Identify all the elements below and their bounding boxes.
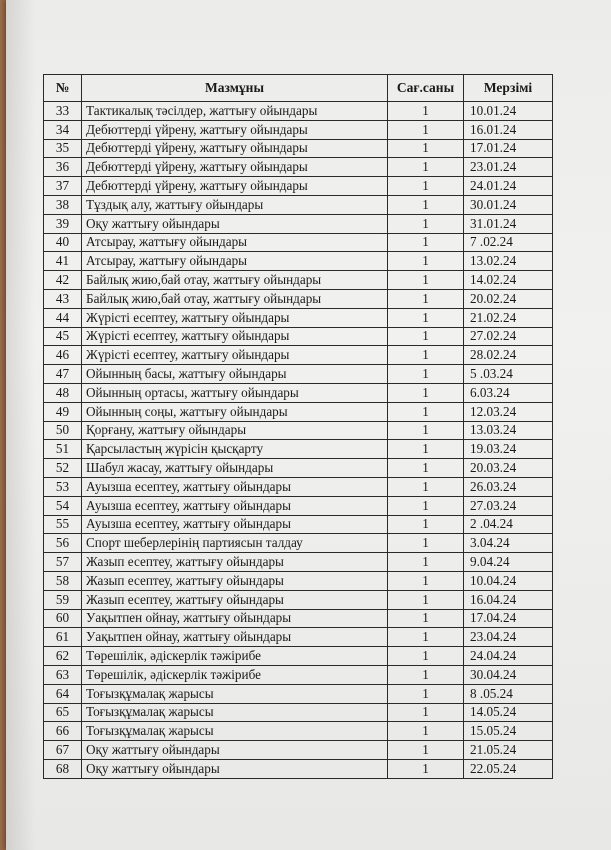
row-date: 13.03.24 [464, 421, 553, 440]
row-content: Шабул жасау, жаттығу ойындары [82, 459, 388, 478]
paper-shadow [6, 0, 36, 850]
row-content: Байлық жию,бай отау, жаттығу ойындары [82, 289, 388, 308]
row-hours: 1 [388, 120, 464, 139]
row-number: 50 [44, 421, 82, 440]
table-row [44, 195, 553, 214]
table-row [44, 759, 553, 778]
row-hours: 1 [388, 553, 464, 572]
row-date: 10.01.24 [464, 102, 553, 121]
row-hours: 1 [388, 647, 464, 666]
row-hours: 1 [388, 402, 464, 421]
row-number: 64 [44, 684, 82, 703]
row-content: Тоғызқұмалақ жарысы [82, 722, 388, 741]
table-row [44, 289, 553, 308]
row-hours: 1 [388, 271, 464, 290]
table-row [44, 553, 553, 572]
row-hours: 1 [388, 459, 464, 478]
row-hours: 1 [388, 214, 464, 233]
table-row [44, 665, 553, 684]
row-content: Жазып есептеу, жаттығу ойындары [82, 571, 388, 590]
table-row [44, 515, 553, 534]
row-date: 3.04.24 [464, 534, 553, 553]
row-content: Уақытпен ойнау, жаттығу ойындары [82, 628, 388, 647]
row-date: 27.03.24 [464, 496, 553, 515]
header-content: Мазмұны [82, 75, 388, 102]
row-content: Атсырау, жаттығу ойындары [82, 233, 388, 252]
row-hours: 1 [388, 534, 464, 553]
row-content: Жүрісті есептеу, жаттығу ойындары [82, 346, 388, 365]
row-content: Тоғызқұмалақ жарысы [82, 684, 388, 703]
row-number: 58 [44, 571, 82, 590]
header-date: Мерзімі [464, 75, 553, 102]
table-row [44, 647, 553, 666]
table-row [44, 421, 553, 440]
header-hours: Сағ.саны [388, 75, 464, 102]
row-date: 28.02.24 [464, 346, 553, 365]
row-number: 60 [44, 609, 82, 628]
row-number: 44 [44, 308, 82, 327]
table-row [44, 102, 553, 121]
row-date: 21.02.24 [464, 308, 553, 327]
row-content: Оқу жаттығу ойындары [82, 741, 388, 760]
row-hours: 1 [388, 571, 464, 590]
row-number: 66 [44, 722, 82, 741]
table-row [44, 534, 553, 553]
row-hours: 1 [388, 233, 464, 252]
row-date: 17.04.24 [464, 609, 553, 628]
row-number: 45 [44, 327, 82, 346]
row-date: 27.02.24 [464, 327, 553, 346]
table-row [44, 365, 553, 384]
row-content: Ойынның ортасы, жаттығу ойындары [82, 383, 388, 402]
table-row [44, 252, 553, 271]
row-hours: 1 [388, 703, 464, 722]
row-number: 65 [44, 703, 82, 722]
table-row [44, 496, 553, 515]
row-date: 16.04.24 [464, 590, 553, 609]
row-date: 9.04.24 [464, 553, 553, 572]
row-content: Дебюттерді үйрену, жаттығу ойындары [82, 120, 388, 139]
row-date: 14.02.24 [464, 271, 553, 290]
row-hours: 1 [388, 515, 464, 534]
row-date: 5 .03.24 [464, 365, 553, 384]
row-content: Атсырау, жаттығу ойындары [82, 252, 388, 271]
header-number: № [44, 75, 82, 102]
row-number: 61 [44, 628, 82, 647]
table-row [44, 571, 553, 590]
table-row [44, 609, 553, 628]
table-row [44, 440, 553, 459]
row-date: 17.01.24 [464, 139, 553, 158]
table-row [44, 139, 553, 158]
row-number: 67 [44, 741, 82, 760]
table-row [44, 327, 553, 346]
row-number: 33 [44, 102, 82, 121]
row-number: 63 [44, 665, 82, 684]
row-date: 8 .05.24 [464, 684, 553, 703]
row-number: 40 [44, 233, 82, 252]
row-content: Жүрісті есептеу, жаттығу ойындары [82, 327, 388, 346]
row-number: 56 [44, 534, 82, 553]
row-content: Оқу жаттығу ойындары [82, 214, 388, 233]
row-date: 30.04.24 [464, 665, 553, 684]
row-date: 19.03.24 [464, 440, 553, 459]
row-number: 54 [44, 496, 82, 515]
table-row [44, 233, 553, 252]
row-content: Уақытпен ойнау, жаттығу ойындары [82, 609, 388, 628]
row-hours: 1 [388, 158, 464, 177]
row-date: 14.05.24 [464, 703, 553, 722]
row-content: Қарсыластың жүрісін қысқарту [82, 440, 388, 459]
row-content: Төрешілік, әдіскерлік тәжірибе [82, 665, 388, 684]
table-body [44, 102, 553, 779]
row-number: 57 [44, 553, 82, 572]
table-row [44, 308, 553, 327]
table-row [44, 477, 553, 496]
row-content: Дебюттерді үйрену, жаттығу ойындары [82, 158, 388, 177]
row-date: 15.05.24 [464, 722, 553, 741]
row-number: 52 [44, 459, 82, 478]
row-hours: 1 [388, 477, 464, 496]
row-date: 13.02.24 [464, 252, 553, 271]
row-content: Дебюттерді үйрену, жаттығу ойындары [82, 177, 388, 196]
row-content: Байлық жию,бай отау, жаттығу ойындары [82, 271, 388, 290]
row-number: 46 [44, 346, 82, 365]
row-hours: 1 [388, 496, 464, 515]
row-hours: 1 [388, 421, 464, 440]
row-content: Спорт шеберлерінің партиясын талдау [82, 534, 388, 553]
row-number: 55 [44, 515, 82, 534]
row-date: 24.01.24 [464, 177, 553, 196]
table-row [44, 158, 553, 177]
row-date: 16.01.24 [464, 120, 553, 139]
row-number: 53 [44, 477, 82, 496]
row-content: Ауызша есептеу, жаттығу ойындары [82, 496, 388, 515]
row-date: 21.05.24 [464, 741, 553, 760]
table-row [44, 383, 553, 402]
table-row [44, 177, 553, 196]
row-hours: 1 [388, 252, 464, 271]
row-content: Ауызша есептеу, жаттығу ойындары [82, 477, 388, 496]
row-number: 37 [44, 177, 82, 196]
row-date: 6.03.24 [464, 383, 553, 402]
row-number: 34 [44, 120, 82, 139]
table-row [44, 590, 553, 609]
row-content: Оқу жаттығу ойындары [82, 759, 388, 778]
row-date: 26.03.24 [464, 477, 553, 496]
row-hours: 1 [388, 722, 464, 741]
schedule-table [43, 74, 553, 779]
row-number: 38 [44, 195, 82, 214]
row-hours: 1 [388, 365, 464, 384]
row-date: 10.04.24 [464, 571, 553, 590]
row-content: Тоғызқұмалақ жарысы [82, 703, 388, 722]
table-row [44, 628, 553, 647]
row-hours: 1 [388, 759, 464, 778]
row-date: 24.04.24 [464, 647, 553, 666]
table-row [44, 684, 553, 703]
row-number: 43 [44, 289, 82, 308]
row-number: 68 [44, 759, 82, 778]
row-content: Төрешілік, әдіскерлік тәжірибе [82, 647, 388, 666]
row-number: 42 [44, 271, 82, 290]
row-date: 23.01.24 [464, 158, 553, 177]
row-hours: 1 [388, 102, 464, 121]
row-date: 20.03.24 [464, 459, 553, 478]
row-number: 51 [44, 440, 82, 459]
row-number: 35 [44, 139, 82, 158]
row-number: 47 [44, 365, 82, 384]
row-content: Тактикалық тәсілдер, жаттығу ойындары [82, 102, 388, 121]
row-content: Дебюттерді үйрену, жаттығу ойындары [82, 139, 388, 158]
row-hours: 1 [388, 383, 464, 402]
row-hours: 1 [388, 440, 464, 459]
row-date: 30.01.24 [464, 195, 553, 214]
row-content: Қорғану, жаттығу ойындары [82, 421, 388, 440]
table-row [44, 402, 553, 421]
row-number: 59 [44, 590, 82, 609]
row-hours: 1 [388, 289, 464, 308]
row-content: Жазып есептеу, жаттығу ойындары [82, 553, 388, 572]
row-hours: 1 [388, 609, 464, 628]
row-date: 23.04.24 [464, 628, 553, 647]
row-hours: 1 [388, 665, 464, 684]
table-row [44, 271, 553, 290]
row-content: Ойынның соңы, жаттығу ойындары [82, 402, 388, 421]
table-row [44, 741, 553, 760]
table-row [44, 459, 553, 478]
row-content: Ауызша есептеу, жаттығу ойындары [82, 515, 388, 534]
row-date: 20.02.24 [464, 289, 553, 308]
row-hours: 1 [388, 327, 464, 346]
row-hours: 1 [388, 139, 464, 158]
row-date: 12.03.24 [464, 402, 553, 421]
row-content: Ойынның басы, жаттығу ойындары [82, 365, 388, 384]
table-row [44, 722, 553, 741]
row-number: 39 [44, 214, 82, 233]
table-header-row [44, 75, 553, 102]
row-date: 2 .04.24 [464, 515, 553, 534]
row-hours: 1 [388, 177, 464, 196]
row-date: 31.01.24 [464, 214, 553, 233]
row-hours: 1 [388, 741, 464, 760]
row-content: Жазып есептеу, жаттығу ойындары [82, 590, 388, 609]
row-date: 7 .02.24 [464, 233, 553, 252]
row-content: Жүрісті есептеу, жаттығу ойындары [82, 308, 388, 327]
row-number: 62 [44, 647, 82, 666]
row-content: Тұздық алу, жаттығу ойындары [82, 195, 388, 214]
table-row [44, 346, 553, 365]
row-date: 22.05.24 [464, 759, 553, 778]
table-row [44, 214, 553, 233]
row-number: 41 [44, 252, 82, 271]
row-hours: 1 [388, 195, 464, 214]
row-hours: 1 [388, 628, 464, 647]
table-row [44, 120, 553, 139]
row-hours: 1 [388, 684, 464, 703]
row-hours: 1 [388, 308, 464, 327]
row-number: 49 [44, 402, 82, 421]
table-row [44, 703, 553, 722]
row-hours: 1 [388, 590, 464, 609]
row-number: 36 [44, 158, 82, 177]
row-number: 48 [44, 383, 82, 402]
row-hours: 1 [388, 346, 464, 365]
